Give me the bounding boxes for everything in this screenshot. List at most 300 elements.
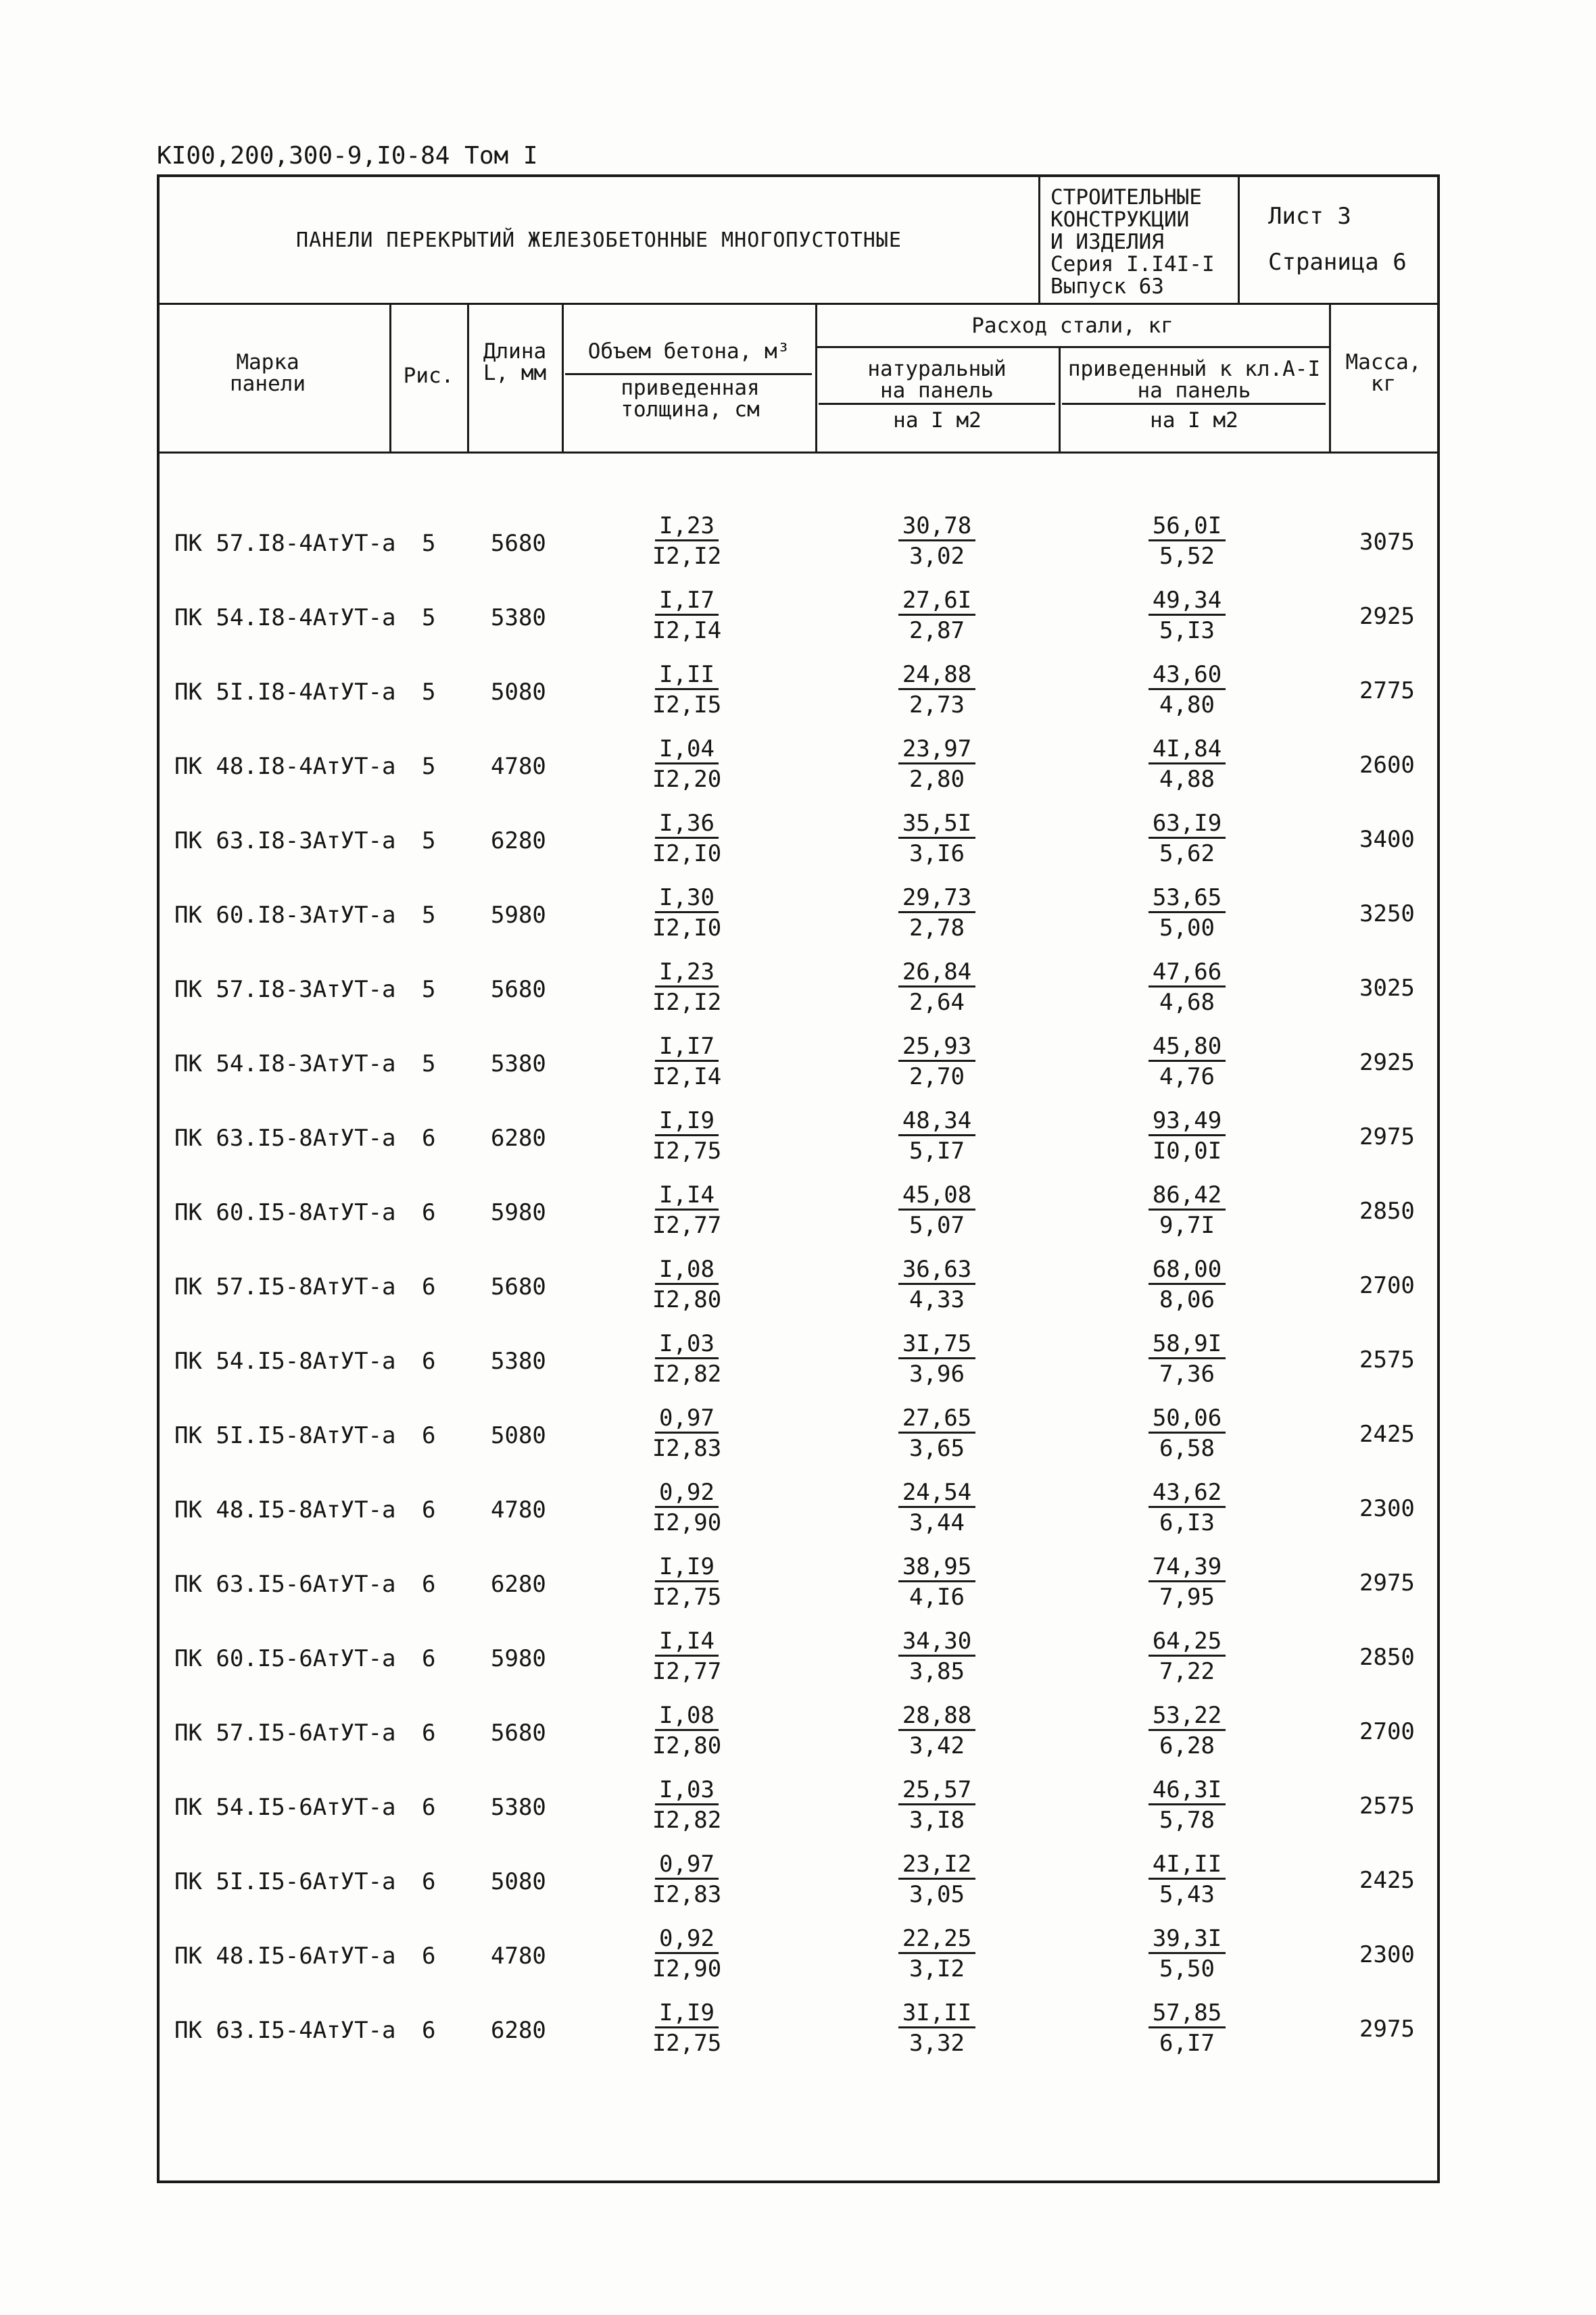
panel-mark: ПК 54.I5-8АтУТ-а <box>174 1348 396 1375</box>
table-row <box>160 1252 1437 1326</box>
reduced-steel-fraction <box>1106 1999 1268 2058</box>
reduced-steel-fraction <box>1106 1628 1268 1686</box>
volume-fraction <box>606 958 768 1017</box>
panel-length: 5980 <box>491 1645 546 1672</box>
reduced-steel-fraction <box>1106 1776 1268 1835</box>
figure-number: 6 <box>422 1125 436 1152</box>
table-row <box>160 1177 1437 1252</box>
natural-steel-panel: 23,97 <box>898 735 975 764</box>
volume-fraction <box>606 1107 768 1166</box>
natural-steel-m2: 2,64 <box>909 989 965 1016</box>
panel-length: 6280 <box>491 1571 546 1598</box>
panel-mass: 2925 <box>1359 1049 1415 1076</box>
natural-steel-panel: 27,6I <box>898 587 975 616</box>
reduced-steel-m2: 6,58 <box>1159 1435 1215 1462</box>
natural-steel-panel: 29,73 <box>898 884 975 913</box>
table-row <box>160 880 1437 954</box>
panel-mass: 2300 <box>1359 1495 1415 1522</box>
panel-mark: ПК 48.I5-8АтУТ-а <box>174 1496 396 1524</box>
natural-steel-fraction <box>856 1033 1018 1092</box>
panel-mark: ПК 54.I5-6АтУТ-а <box>174 1794 396 1821</box>
panel-length: 4780 <box>491 753 546 780</box>
volume-fraction <box>606 1702 768 1761</box>
panel-mass: 2700 <box>1359 1272 1415 1299</box>
concrete-volume: I,I7 <box>655 1033 719 1062</box>
reduced-steel-m2: 7,95 <box>1159 1584 1215 1611</box>
concrete-volume: I,I9 <box>655 1107 719 1136</box>
concrete-volume: I,08 <box>655 1256 719 1285</box>
col-reduced-m2: на I м2 <box>1150 408 1238 433</box>
natural-steel-fraction <box>856 1330 1018 1389</box>
reduced-thickness: I2,77 <box>652 1658 722 1685</box>
natural-steel-m2: 3,I6 <box>909 840 965 867</box>
figure-number: 5 <box>422 902 436 929</box>
panel-mark: ПК 63.I8-3АтУТ-а <box>174 827 396 854</box>
col-steel: Расход стали, кг <box>971 314 1174 338</box>
reduced-steel-panel: 74,39 <box>1148 1553 1226 1582</box>
figure-number: 6 <box>422 1273 436 1300</box>
sheet-frame <box>157 174 1440 2183</box>
reduced-steel-m2: 5,43 <box>1159 1881 1215 1908</box>
volume-fraction <box>606 1999 768 2058</box>
concrete-volume: I,I9 <box>655 1553 719 1582</box>
reduced-steel-m2: 6,28 <box>1159 1732 1215 1759</box>
reduced-steel-panel: 53,22 <box>1148 1702 1226 1731</box>
reduced-steel-m2: 4,88 <box>1159 766 1215 793</box>
volume-fraction <box>606 1033 768 1092</box>
natural-steel-panel: 26,84 <box>898 958 975 988</box>
panel-mark: ПК 5I.I8-4АтУТ-а <box>174 679 396 706</box>
concrete-volume: I,I7 <box>655 587 719 616</box>
natural-steel-m2: 5,I7 <box>909 1138 965 1165</box>
col-mass: Масса, кг <box>1345 350 1422 396</box>
reduced-thickness: I2,83 <box>652 1881 722 1908</box>
col-natural-m2: на I м2 <box>893 408 982 433</box>
figure-number: 5 <box>422 753 436 780</box>
reduced-thickness: I2,83 <box>652 1435 722 1462</box>
panel-length: 4780 <box>491 1943 546 1970</box>
natural-steel-fraction <box>856 512 1018 571</box>
natural-steel-panel: 35,5I <box>898 810 975 839</box>
natural-steel-panel: 22,25 <box>898 1925 975 1954</box>
table-row <box>160 1772 1437 1847</box>
reduced-steel-panel: 46,3I <box>1148 1776 1226 1805</box>
natural-steel-m2: 3,I8 <box>909 1807 965 1834</box>
natural-steel-fraction <box>856 1999 1018 2058</box>
figure-number: 6 <box>422 1794 436 1821</box>
natural-steel-fraction <box>856 587 1018 645</box>
panel-mass: 2850 <box>1359 1644 1415 1671</box>
reduced-steel-fraction <box>1106 661 1268 720</box>
natural-steel-m2: 3,42 <box>909 1732 965 1759</box>
natural-steel-panel: 36,63 <box>898 1256 975 1285</box>
panel-mass: 2700 <box>1359 1718 1415 1745</box>
panel-mark: ПК 54.I8-3АтУТ-а <box>174 1050 396 1077</box>
natural-steel-fraction <box>856 1479 1018 1538</box>
panel-mark: ПК 48.I5-6АтУТ-а <box>174 1943 396 1970</box>
panel-length: 6280 <box>491 827 546 854</box>
concrete-volume: I,30 <box>655 884 719 913</box>
natural-steel-m2: 3,32 <box>909 2030 965 2057</box>
concrete-volume: I,I4 <box>655 1628 719 1657</box>
natural-steel-m2: 3,85 <box>909 1658 965 1685</box>
panel-length: 5980 <box>491 1199 546 1226</box>
reduced-steel-fraction <box>1106 1553 1268 1612</box>
reduced-steel-m2: 5,78 <box>1159 1807 1215 1834</box>
concrete-volume: I,23 <box>655 958 719 988</box>
natural-steel-panel: 45,08 <box>898 1181 975 1211</box>
table-row <box>160 954 1437 1029</box>
reduced-thickness: I2,I5 <box>652 691 722 718</box>
natural-steel-m2: 2,87 <box>909 617 965 644</box>
table-row <box>160 1549 1437 1624</box>
volume-fraction <box>606 884 768 943</box>
col-fig: Рис. <box>403 364 454 388</box>
natural-steel-m2: 3,02 <box>909 543 965 570</box>
reduced-steel-fraction <box>1106 958 1268 1017</box>
concrete-volume: 0,97 <box>655 1851 719 1880</box>
natural-steel-m2: 2,73 <box>909 691 965 718</box>
reduced-steel-m2: 7,22 <box>1159 1658 1215 1685</box>
panel-length: 5680 <box>491 530 546 557</box>
reduced-steel-panel: 56,0I <box>1148 512 1226 541</box>
reduced-steel-m2: 9,7I <box>1159 1212 1215 1239</box>
natural-steel-fraction <box>856 1776 1018 1835</box>
col-mark: Марка панели <box>230 350 306 396</box>
reduced-thickness: I2,90 <box>652 1955 722 1982</box>
figure-number: 6 <box>422 1645 436 1672</box>
natural-steel-panel: 28,88 <box>898 1702 975 1731</box>
reduced-steel-fraction <box>1106 587 1268 645</box>
reduced-steel-m2: 5,62 <box>1159 840 1215 867</box>
table-row <box>160 1921 1437 1995</box>
reduced-steel-panel: 4I,84 <box>1148 735 1226 764</box>
panel-mass: 2975 <box>1359 1569 1415 1597</box>
table-row <box>160 1698 1437 1772</box>
reduced-thickness: I2,I4 <box>652 1063 722 1090</box>
col-volume: Объем бетона, м³ <box>587 339 790 364</box>
panel-mark: ПК 60.I8-3АтУТ-а <box>174 902 396 929</box>
figure-number: 6 <box>422 1868 436 1895</box>
reduced-thickness: I2,I4 <box>652 617 722 644</box>
table-row <box>160 1400 1437 1475</box>
sheet-number: Лист 3 <box>1268 203 1351 230</box>
natural-steel-m2: 3,05 <box>909 1881 965 1908</box>
reduced-steel-panel: 58,9I <box>1148 1330 1226 1359</box>
panel-mark: ПК 57.I8-3АтУТ-а <box>174 976 396 1003</box>
reduced-steel-fraction <box>1106 1702 1268 1761</box>
panel-mass: 2300 <box>1359 1941 1415 1968</box>
series-block: СТРОИТЕЛЬНЫЕ КОНСТРУКЦИИ И ИЗДЕЛИЯ Серия I.I4I-I Выпуск 63 <box>1050 185 1215 299</box>
figure-number: 5 <box>422 679 436 706</box>
panel-mass: 3075 <box>1359 529 1415 556</box>
figure-number: 5 <box>422 604 436 631</box>
natural-steel-fraction <box>856 1702 1018 1761</box>
document-code: КI00,200,300-9,I0-84 Том I <box>157 142 538 170</box>
panel-mass: 2775 <box>1359 677 1415 704</box>
panel-length: 6280 <box>491 2017 546 2044</box>
panel-length: 5080 <box>491 1868 546 1895</box>
table-row <box>160 1624 1437 1698</box>
concrete-volume: 0,92 <box>655 1925 719 1954</box>
volume-fraction <box>606 1628 768 1686</box>
panel-mass: 2425 <box>1359 1421 1415 1448</box>
panel-length: 5380 <box>491 1050 546 1077</box>
volume-fraction <box>606 512 768 571</box>
reduced-steel-fraction <box>1106 1256 1268 1315</box>
volume-fraction <box>606 1925 768 1984</box>
volume-fraction <box>606 1330 768 1389</box>
reduced-steel-panel: 43,60 <box>1148 661 1226 690</box>
figure-number: 6 <box>422 1720 436 1747</box>
natural-steel-m2: 3,I2 <box>909 1955 965 1982</box>
table-row <box>160 1995 1437 2070</box>
reduced-steel-fraction <box>1106 1925 1268 1984</box>
table-row <box>160 508 1437 583</box>
concrete-volume: I,03 <box>655 1776 719 1805</box>
natural-steel-fraction <box>856 884 1018 943</box>
volume-fraction <box>606 1479 768 1538</box>
panel-mass: 2925 <box>1359 603 1415 630</box>
reduced-steel-fraction <box>1106 1330 1268 1389</box>
reduced-thickness: I2,80 <box>652 1286 722 1313</box>
natural-steel-panel: 24,88 <box>898 661 975 690</box>
panel-length: 5380 <box>491 1794 546 1821</box>
panel-mass: 2975 <box>1359 2016 1415 2043</box>
panel-mark: ПК 57.I5-6АтУТ-а <box>174 1720 396 1747</box>
natural-steel-m2: 4,33 <box>909 1286 965 1313</box>
natural-steel-fraction <box>856 1628 1018 1686</box>
natural-steel-m2: 3,65 <box>909 1435 965 1462</box>
natural-steel-panel: 34,30 <box>898 1628 975 1657</box>
reduced-steel-panel: 45,80 <box>1148 1033 1226 1062</box>
panel-length: 5680 <box>491 1720 546 1747</box>
volume-fraction <box>606 1256 768 1315</box>
concrete-volume: I,03 <box>655 1330 719 1359</box>
natural-steel-panel: 3I,II <box>898 1999 975 2028</box>
reduced-steel-panel: 68,00 <box>1148 1256 1226 1285</box>
volume-fraction <box>606 1776 768 1835</box>
reduced-steel-m2: 4,80 <box>1159 691 1215 718</box>
natural-steel-m2: 3,96 <box>909 1361 965 1388</box>
volume-fraction <box>606 587 768 645</box>
panel-mass: 2425 <box>1359 1867 1415 1894</box>
table-row <box>160 806 1437 880</box>
table-row <box>160 1029 1437 1103</box>
panel-mass: 2575 <box>1359 1346 1415 1373</box>
col-thickness: приведенная толщина, см <box>621 376 760 422</box>
figure-number: 5 <box>422 1050 436 1077</box>
reduced-thickness: I2,82 <box>652 1361 722 1388</box>
table-row <box>160 657 1437 731</box>
panel-length: 5380 <box>491 1348 546 1375</box>
volume-fraction <box>606 661 768 720</box>
natural-steel-panel: 24,54 <box>898 1479 975 1508</box>
reduced-steel-fraction <box>1106 735 1268 794</box>
volume-fraction <box>606 1405 768 1463</box>
figure-number: 6 <box>422 1348 436 1375</box>
natural-steel-panel: 23,I2 <box>898 1851 975 1880</box>
figure-number: 6 <box>422 1422 436 1449</box>
panel-length: 5380 <box>491 604 546 631</box>
concrete-volume: I,I9 <box>655 1999 719 2028</box>
panel-mark: ПК 63.I5-8АтУТ-а <box>174 1125 396 1152</box>
reduced-steel-fraction <box>1106 1851 1268 1909</box>
natural-steel-m2: 4,I6 <box>909 1584 965 1611</box>
reduced-thickness: I2,90 <box>652 1509 722 1536</box>
reduced-steel-panel: 4I,II <box>1148 1851 1226 1880</box>
panel-length: 5680 <box>491 1273 546 1300</box>
reduced-thickness: I2,20 <box>652 766 722 793</box>
reduced-steel-panel: 57,85 <box>1148 1999 1226 2028</box>
panel-mass: 2850 <box>1359 1198 1415 1225</box>
natural-steel-fraction <box>856 735 1018 794</box>
panel-length: 5080 <box>491 679 546 706</box>
natural-steel-panel: 38,95 <box>898 1553 975 1582</box>
natural-steel-panel: 30,78 <box>898 512 975 541</box>
figure-number: 6 <box>422 2017 436 2044</box>
col-natural: натуральный на панель <box>867 357 1007 403</box>
reduced-steel-m2: 6,I3 <box>1159 1509 1215 1536</box>
natural-steel-m2: 2,78 <box>909 915 965 942</box>
reduced-steel-m2: 5,I3 <box>1159 617 1215 644</box>
reduced-thickness: I2,77 <box>652 1212 722 1239</box>
natural-steel-panel: 3I,75 <box>898 1330 975 1359</box>
figure-number: 5 <box>422 827 436 854</box>
concrete-volume: I,04 <box>655 735 719 764</box>
natural-steel-fraction <box>856 1405 1018 1463</box>
reduced-steel-fraction <box>1106 1405 1268 1463</box>
panel-mark: ПК 57.I5-8АтУТ-а <box>174 1273 396 1300</box>
volume-fraction <box>606 810 768 869</box>
concrete-volume: I,23 <box>655 512 719 541</box>
panel-mass: 2975 <box>1359 1123 1415 1150</box>
panel-mass: 3400 <box>1359 826 1415 853</box>
table-row <box>160 583 1437 657</box>
natural-steel-fraction <box>856 1553 1018 1612</box>
reduced-steel-panel: 43,62 <box>1148 1479 1226 1508</box>
reduced-thickness: I2,75 <box>652 1138 722 1165</box>
concrete-volume: I,08 <box>655 1702 719 1731</box>
col-length: Длина L, мм <box>483 339 547 385</box>
reduced-steel-m2: 5,00 <box>1159 915 1215 942</box>
page-number: Страница 6 <box>1268 249 1407 276</box>
panel-mark: ПК 60.I5-6АтУТ-а <box>174 1645 396 1672</box>
figure-number: 6 <box>422 1496 436 1524</box>
reduced-steel-panel: 63,I9 <box>1148 810 1226 839</box>
reduced-thickness: I2,80 <box>652 1732 722 1759</box>
figure-number: 5 <box>422 976 436 1003</box>
natural-steel-m2: 3,44 <box>909 1509 965 1536</box>
reduced-steel-panel: 50,06 <box>1148 1405 1226 1434</box>
concrete-volume: I,I4 <box>655 1181 719 1211</box>
panel-length: 5680 <box>491 976 546 1003</box>
volume-fraction <box>606 735 768 794</box>
figure-number: 6 <box>422 1943 436 1970</box>
panel-mark: ПК 5I.I5-6АтУТ-а <box>174 1868 396 1895</box>
reduced-steel-panel: 64,25 <box>1148 1628 1226 1657</box>
reduced-thickness: I2,I0 <box>652 915 722 942</box>
panel-mass: 2600 <box>1359 752 1415 779</box>
reduced-steel-m2: 4,76 <box>1159 1063 1215 1090</box>
concrete-volume: I,36 <box>655 810 719 839</box>
panel-mark: ПК 63.I5-6АтУТ-а <box>174 1571 396 1598</box>
table-row <box>160 1847 1437 1921</box>
reduced-steel-m2: 4,68 <box>1159 989 1215 1016</box>
panel-mass: 2575 <box>1359 1793 1415 1820</box>
panel-length: 4780 <box>491 1496 546 1524</box>
reduced-steel-fraction <box>1106 512 1268 571</box>
reduced-steel-m2: I0,0I <box>1152 1138 1222 1165</box>
reduced-thickness: I2,75 <box>652 1584 722 1611</box>
panel-mark: ПК 5I.I5-8АтУТ-а <box>174 1422 396 1449</box>
reduced-steel-m2: 6,I7 <box>1159 2030 1215 2057</box>
natural-steel-fraction <box>856 1107 1018 1166</box>
natural-steel-panel: 25,93 <box>898 1033 975 1062</box>
natural-steel-fraction <box>856 1181 1018 1240</box>
reduced-steel-fraction <box>1106 1181 1268 1240</box>
figure-number: 6 <box>422 1571 436 1598</box>
natural-steel-fraction <box>856 958 1018 1017</box>
natural-steel-panel: 48,34 <box>898 1107 975 1136</box>
panel-mass: 3025 <box>1359 975 1415 1002</box>
reduced-steel-m2: 7,36 <box>1159 1361 1215 1388</box>
reduced-thickness: I2,82 <box>652 1807 722 1834</box>
panel-mark: ПК 63.I5-4АтУТ-а <box>174 2017 396 2044</box>
concrete-volume: 0,97 <box>655 1405 719 1434</box>
reduced-steel-fraction <box>1106 1479 1268 1538</box>
concrete-volume: I,II <box>655 661 719 690</box>
reduced-thickness: I2,75 <box>652 2030 722 2057</box>
natural-steel-m2: 5,07 <box>909 1212 965 1239</box>
volume-fraction <box>606 1553 768 1612</box>
table-row <box>160 731 1437 806</box>
panel-mass: 3250 <box>1359 900 1415 927</box>
panel-mark: ПК 54.I8-4АтУТ-а <box>174 604 396 631</box>
figure-number: 6 <box>422 1199 436 1226</box>
reduced-steel-fraction <box>1106 884 1268 943</box>
reduced-steel-panel: 53,65 <box>1148 884 1226 913</box>
reduced-steel-m2: 5,52 <box>1159 543 1215 570</box>
panel-mark: ПК 48.I8-4АтУТ-а <box>174 753 396 780</box>
col-reduced: приведенный к кл.А-I на панель <box>1067 357 1321 403</box>
natural-steel-m2: 2,80 <box>909 766 965 793</box>
panel-mark: ПК 57.I8-4АтУТ-а <box>174 530 396 557</box>
volume-fraction <box>606 1181 768 1240</box>
concrete-volume: 0,92 <box>655 1479 719 1508</box>
reduced-thickness: I2,I2 <box>652 989 722 1016</box>
reduced-thickness: I2,I2 <box>652 543 722 570</box>
reduced-steel-panel: 39,3I <box>1148 1925 1226 1954</box>
reduced-steel-m2: 8,06 <box>1159 1286 1215 1313</box>
reduced-steel-fraction <box>1106 1033 1268 1092</box>
natural-steel-fraction <box>856 1256 1018 1315</box>
reduced-steel-panel: 86,42 <box>1148 1181 1226 1211</box>
panel-length: 6280 <box>491 1125 546 1152</box>
natural-steel-panel: 25,57 <box>898 1776 975 1805</box>
panel-length: 5080 <box>491 1422 546 1449</box>
panel-length: 5980 <box>491 902 546 929</box>
natural-steel-m2: 2,70 <box>909 1063 965 1090</box>
natural-steel-fraction <box>856 661 1018 720</box>
figure-number: 5 <box>422 530 436 557</box>
reduced-thickness: I2,I0 <box>652 840 722 867</box>
natural-steel-panel: 27,65 <box>898 1405 975 1434</box>
sheet-title: ПАНЕЛИ ПЕРЕКРЫТИЙ ЖЕЛЕЗОБЕТОННЫЕ МНОГОПУСТОТНЫЕ <box>296 228 902 252</box>
reduced-steel-m2: 5,50 <box>1159 1955 1215 1982</box>
reduced-steel-panel: 47,66 <box>1148 958 1226 988</box>
natural-steel-fraction <box>856 810 1018 869</box>
